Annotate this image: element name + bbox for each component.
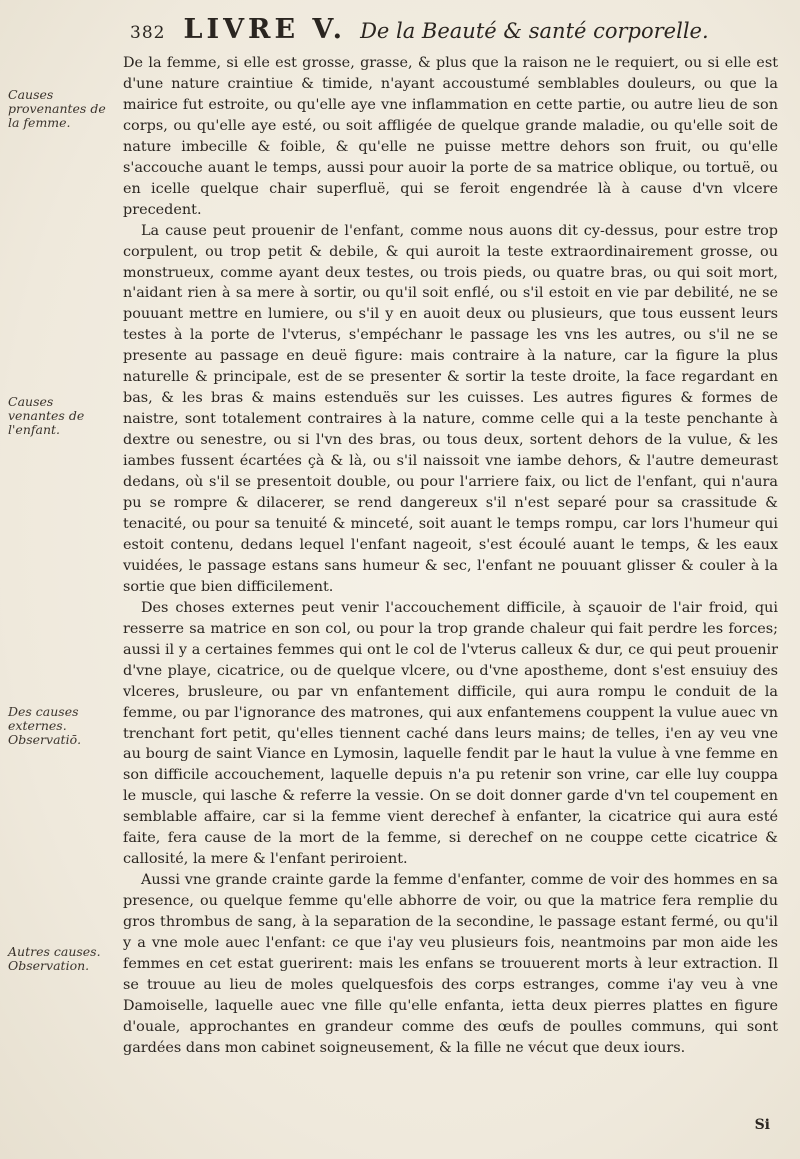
book-number: LIVRE V. <box>183 14 347 45</box>
main-text <box>123 53 778 1059</box>
margin-note-autres-causes: Autres causes. Observation. <box>8 944 101 973</box>
paragraph-externes: Des choses externes peut venir l'accouchement difficile, à sçauoir de l'air froid, qui resserre sa matrice en son col, ou pour la trop grande chaleur qui fait perdre les forces; aussi il y a certaines femmes qui ont le col de l'vterus calleux & dur, ce qui peut prouenir d'vne playe, cicatrice, ou de quelque vlcere, ou d'vne apostheme, dont s'est ensuiuy des vlceres, brusleure, ou par vn enfantement difficile, qui aura rompu le conduit de la femme, ou par l'ignorance des matrones, qui aux enfantemens couppent la vulue auec vn trenchant fort petit, qu'elles tiennent caché dans leurs mains; de telles, i'en ay veu vne au bourg de saint Viance en Lymosin, laquelle fendit par le haut la vulue à vne femme en son difficile accouchement, laquelle depuis n'a pu retenir son vrine, car elle luy couppa le muscle, qui lasche & referre la vessie. On se doit donner garde d'vn tel coupement en semblable affaire, car si la femme vient derechef à enfanter, la cicatrice qui aura esté faite, fera cause de la mort de la femme, si derechef on ne couppe cette cicatrice & callosité, la mere & l'enfant periroient. <box>123 599 778 868</box>
running-header <box>130 14 760 48</box>
catchword: Si <box>754 1117 770 1133</box>
page-number: 382 <box>130 23 166 43</box>
paragraph-autres: Aussi vne grande crainte garde la femme d'enfanter, comme de voir des hommes en sa presence, ou quelque femme qu'elle abhorre de voir, ou que la matrice fera remplie du gros thrombus de sang, à la separation de la secondine, le passage estant fermé, ou qu'il y a vne mole auec l'enfant: ce que i'ay veu plusieurs fois, neantmoins par mon aide les femmes en cet estat guerirent: mais les enfans se trouuerent morts à leur extraction. Il se trouue au lieu de moles quelquesfois des corps estranges, comme i'ay veu à vne Damoiselle, laquelle auec vne fille qu'elle enfanta, ietta deux pierres plattes en figure d'ouale, approchantes en grandeur comme des œufs de poulles communs, qui sont gardées dans mon cabinet soigneusement, & la fille ne vécut que deux iours. <box>123 872 778 1056</box>
paragraph-enfant: La cause peut prouenir de l'enfant, comme nous auons dit cy-dessus, pour estre trop corpulent, ou trop petit & debile, & qui auroit la teste extraordinairement grosse, ou monstrueux, comme ayant deux testes, ou trois pieds, ou quatre bras, ou qui soit mort, n'aidant rien à sa mere à sortir, ou qu'il soit enflé, ou s'il estoit en vie par debilité, ne se pouuant mettre en lumiere, ou s'il y en auoit deux ou plusieurs, que tous eussent leurs testes à la porte de l'vterus, s'empéchanr le passage les vns les autres, ou s'il ne se presente au passage en deuë figure: mais contraire à la nature, car la figure la plus naturelle & principale, est de se presenter & sortir la teste droite, la face regardant en bas, & les bras & mains estenduës sur les cuisses. Les autres figures & formes de naistre, sont totalement contraires à la nature, comme celle qui a la teste penchante à dextre ou senestre, ou si l'vn des bras, ou tous deux, sortent dehors de la vulue, & les iambes fussent écartées çà & là, ou s'il naissoit vne iambe dehors, & l'autre demeurast dedans, où s'il se presentoit double, ou pour l'arriere faix, ou lict de l'enfant, qui n'aura pu se rompre & dilacerer, se rend dangereux s'il n'est separé pour sa crassitude & tenacité, ou pour sa tenuité & minceté, soit auant le temps rompu, car lors l'humeur qui estoit contenu, dedans lequel l'enfant nageoit, s'est écoulé auant le temps, & les eaux vuidées, le passage estans sans humeur & sec, l'enfant ne pouuant glisser & couler à la sortie que bien difficilement. <box>123 222 778 595</box>
paragraph-femme: De la femme, si elle est grosse, grasse, & plus que la raison ne le requiert, ou si elle est d'une nature craintiue & timide, n'ayant accoustumé semblables douleurs, ou que la mairice fut estroite, ou qu'elle aye vne inflammation en cette partie, ou autre lieu de son corps, ou qu'elle aye esté, ou soit affligée de quelque grande maladie, ou qu'elle soit de nature imbecille & foible, & qu'elle ne puisse mettre dehors son fruit, ou qu'elle s'accouche auant le temps, aussi pour auoir la porte de sa matrice oblique, ou tortuë, ou en icelle quelque chair superfluë, qui se feroit engendrée là à cause d'vn vlcere precedent. <box>123 55 778 218</box>
margin-note-causes-externes: Des causes externes. Observatiō. <box>8 704 82 747</box>
margin-note-causes-femme: Causes provenantes de la femme. <box>8 87 106 130</box>
running-title: De la Beauté & santé corporelle. <box>360 19 709 43</box>
margin-note-causes-enfant: Causes venantes de l'enfant. <box>8 394 85 437</box>
